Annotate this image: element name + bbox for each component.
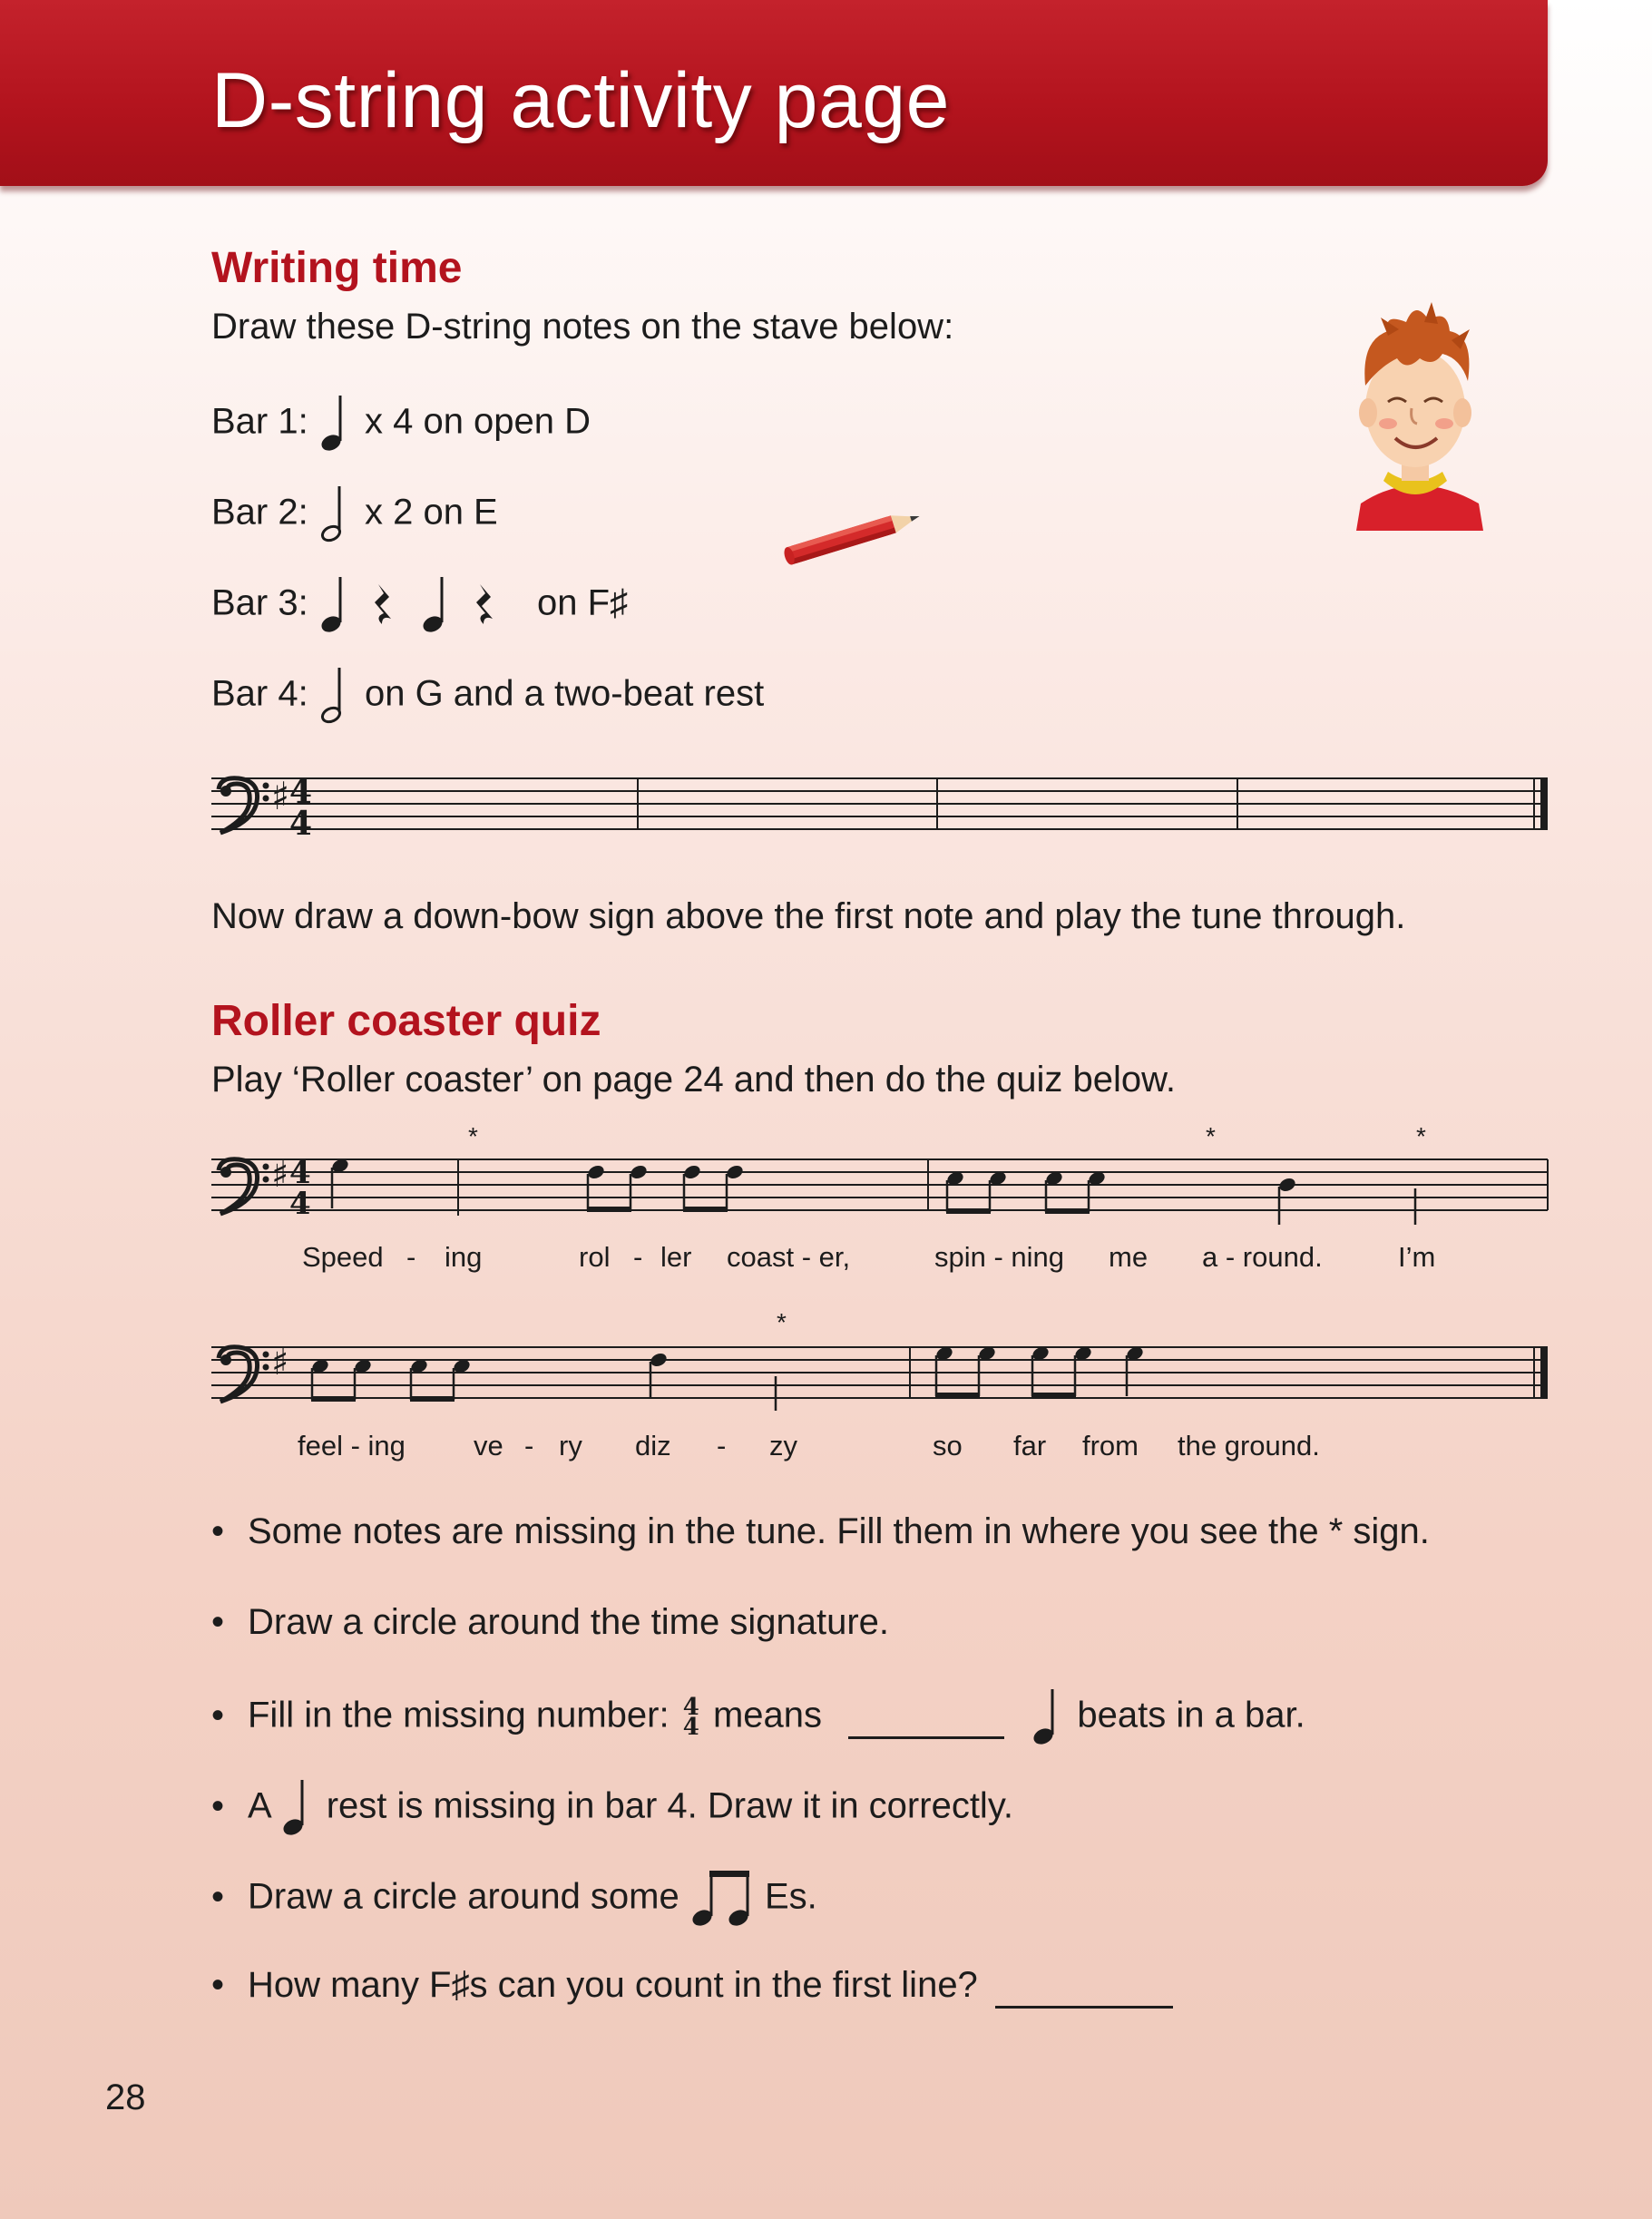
bar-3-text: on F♯ (536, 582, 629, 623)
lyric: far (1013, 1430, 1047, 1461)
bullet-icon: • (211, 1602, 225, 1642)
bar-3-rhythm-icon (318, 573, 527, 637)
bar-2-text: x 2 on E (364, 492, 498, 533)
writing-time-heading: Writing time (211, 244, 463, 292)
lyric: Speed (302, 1241, 384, 1273)
bar-4-text: on G and a two-beat rest (364, 673, 765, 714)
bullet-text: How many F♯s can you count in the first line? (248, 1965, 978, 2005)
bullet-text: Fill in the missing number: (248, 1695, 670, 1735)
svg-text:4: 4 (289, 1155, 311, 1191)
bullet-text: beats in a bar. (1077, 1695, 1305, 1735)
answer-blank[interactable] (848, 1696, 1004, 1739)
svg-text:*: * (1416, 1125, 1426, 1150)
quiz-stave-1 (211, 1125, 1549, 1234)
bar-4-label: Bar 4: (211, 673, 308, 714)
lyric: ve (474, 1430, 503, 1461)
bar-2-instruction (211, 483, 498, 546)
quarter-note-icon (1031, 1686, 1067, 1749)
quiz-instruction: Play ‘Roller coaster’ on page 24 and then do the quiz below. (211, 1060, 1176, 1100)
quiz-bullet (211, 1511, 1430, 1552)
bullet-icon: • (211, 1511, 225, 1551)
lyric: diz (635, 1430, 671, 1461)
bar-1-label: Bar 1: (211, 401, 308, 442)
title-banner (0, 0, 1548, 186)
bullet-icon: • (211, 1876, 225, 1917)
boy-illustration (1334, 295, 1497, 531)
bullet-text: A (248, 1785, 270, 1826)
lyric: coast - er, (727, 1241, 851, 1273)
bar-1-instruction (211, 392, 591, 455)
bar-4-instruction (211, 664, 764, 728)
bullet-icon: • (211, 1785, 225, 1826)
lyric: ler (660, 1241, 692, 1273)
lyric: a - round. (1202, 1241, 1323, 1273)
pencil-illustration (776, 504, 939, 568)
bar-2-label: Bar 2: (211, 492, 308, 533)
quiz-stave-2 (211, 1311, 1549, 1420)
lyric: feel - ing (298, 1430, 406, 1461)
lyric: - (633, 1241, 643, 1273)
bar-3-label: Bar 3: (211, 582, 308, 623)
lyric: I’m (1398, 1241, 1436, 1273)
bullet-icon: • (211, 1695, 225, 1735)
svg-text:♯: ♯ (271, 1154, 289, 1196)
bullet-text: rest is missing in bar 4. Draw it in correctly. (326, 1785, 1013, 1826)
bar-1-text: x 4 on open D (364, 401, 591, 442)
lyric: so (933, 1430, 963, 1461)
half-note-icon (318, 483, 355, 546)
lyric: - (717, 1430, 727, 1461)
lyric: spin - ning (934, 1241, 1065, 1273)
writing-after-text: Now draw a down-bow sign above the first note and play the tune through. (211, 896, 1406, 936)
answer-blank[interactable] (995, 1965, 1173, 2009)
bullet-text: means (712, 1695, 823, 1735)
quarter-note-icon (318, 392, 355, 455)
bullet-text: Draw a circle around the time signature. (248, 1602, 889, 1642)
bullet-text: Some notes are missing in the tune. Fill them in where you see the * sign. (248, 1511, 1430, 1551)
time-signature-bottom: 4 (289, 805, 313, 843)
quiz-bullet (211, 1965, 1173, 2009)
quarter-note-icon (280, 1776, 317, 1840)
sharp-icon: ♯ (271, 774, 290, 818)
bullet-text: Draw a circle around some (248, 1876, 679, 1917)
lyric: the ground. (1178, 1430, 1320, 1461)
lyric: - (524, 1430, 534, 1461)
time-signature-icon (682, 1694, 699, 1741)
page-number: 28 (105, 2077, 146, 2117)
half-note-icon (318, 664, 355, 728)
quiz-bullet (211, 1776, 1013, 1840)
quiz-bullet (211, 1867, 817, 1931)
eighth-notes-icon (689, 1867, 755, 1931)
svg-text:*: * (1206, 1125, 1216, 1150)
time-sig-bottom: 4 (682, 1714, 699, 1741)
quiz-bullet (211, 1602, 889, 1643)
exercise-stave (211, 773, 1549, 846)
bar-3-instruction (211, 573, 628, 637)
svg-text:*: * (777, 1311, 787, 1336)
missing-note-star: * (468, 1125, 478, 1150)
lyric: ry (559, 1430, 582, 1461)
svg-text:♯: ♯ (271, 1342, 289, 1383)
svg-text:4: 4 (289, 1186, 311, 1222)
bullet-icon: • (211, 1965, 225, 2005)
lyric: - (406, 1241, 416, 1273)
bullet-text: Es. (765, 1876, 817, 1917)
lyric: ing (445, 1241, 483, 1273)
lyric: zy (769, 1430, 797, 1461)
lyric: from (1082, 1430, 1139, 1461)
time-sig-top: 4 (682, 1694, 699, 1721)
lyric: me (1109, 1241, 1149, 1273)
quiz-bullet (211, 1686, 1305, 1749)
page-title: D-string activity page (211, 57, 950, 144)
time-signature-top: 4 (289, 773, 313, 811)
bass-clef-icon (219, 778, 269, 833)
writing-instruction: Draw these D-string notes on the stave below: (211, 307, 954, 347)
quiz-heading: Roller coaster quiz (211, 997, 601, 1045)
lyric: rol (579, 1241, 611, 1273)
